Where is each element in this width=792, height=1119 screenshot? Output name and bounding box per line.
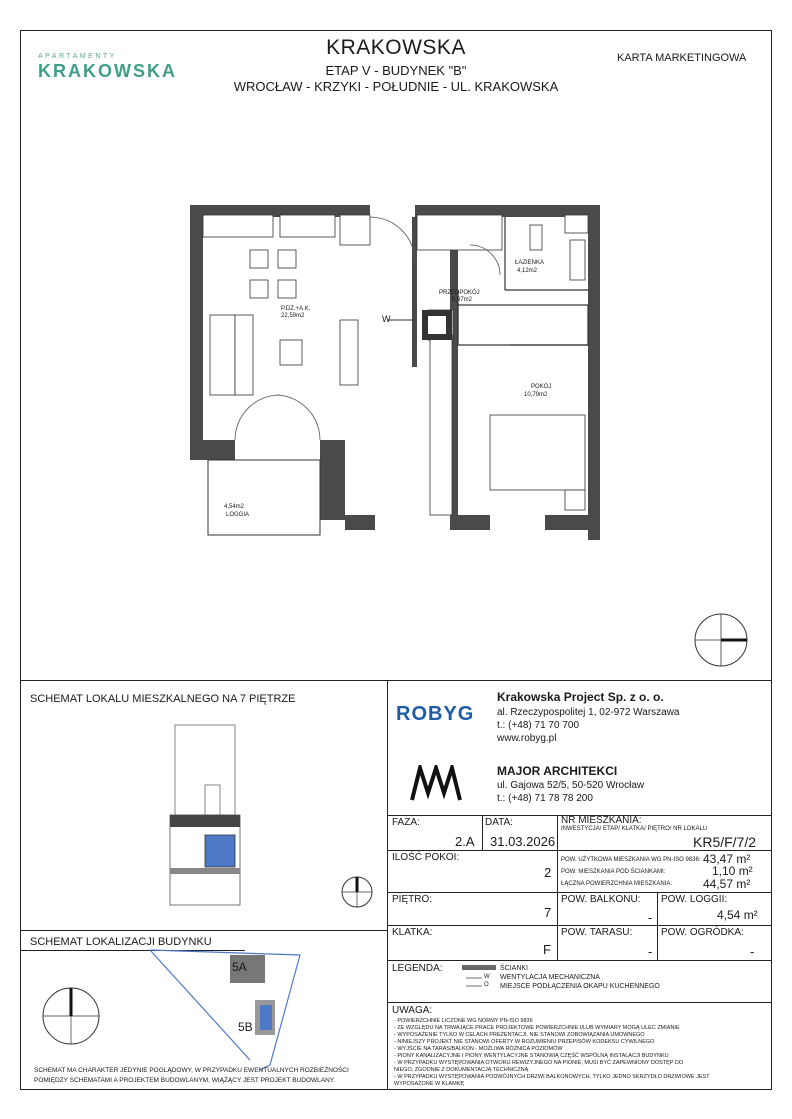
data-label: DATA: <box>485 817 513 828</box>
room-bath-area: 4,12m2 <box>517 268 538 274</box>
note-line: - PIONY KANALIZACYJNE I PIONY WENTYLACYJNE STANOWIĄ CZĘŚĆ WSPÓLNĄ INSTALACJI BUDYNKU <box>394 1053 669 1059</box>
architect-logo-icon <box>410 765 465 803</box>
architect-name: MAJOR ARCHITEKCI <box>497 764 618 778</box>
staircase-value: F <box>543 942 551 957</box>
rooms-label: ILOŚĆ POKOI: <box>392 852 460 863</box>
room-living-name: P.DZ.+A.K. <box>281 306 311 312</box>
divider <box>387 1002 772 1003</box>
loggia-label: POW. LOGGII: <box>661 894 728 905</box>
total-area-value: 44,57 m² <box>703 877 751 891</box>
legend-sym-o: O <box>484 982 489 988</box>
architect-address: ul. Gajowa 52/5, 50-520 Wrocław <box>497 780 645 791</box>
legend-title: LEGENDA: <box>392 963 443 974</box>
location-schema-title: SCHEMAT LOKALIZACJI BUDYNKU <box>30 936 212 948</box>
room-loggia-area: 4,54m2 <box>224 504 245 510</box>
faza-value: 2.A <box>455 834 475 849</box>
divider <box>482 815 483 850</box>
room-bedroom-name: POKÓJ <box>531 384 552 390</box>
nr-label: NR MIESZKANIA: <box>561 815 642 826</box>
balcony-label: POW. BALKONU: <box>561 894 641 905</box>
faza-label: FAZA: <box>392 817 420 828</box>
note-line: - POWIERZCHNIE LICZONE WG NORMY PN-ISO 9836 <box>394 1018 533 1024</box>
under-slope-value: 1,10 m² <box>712 864 753 878</box>
location-subtitle: WROCŁAW - KRZYKI - POŁUDNIE - UL. KRAKOWSKA <box>233 79 559 94</box>
note-line: - NINIEJSZY PROJEKT NIE STANOWI OFERTY W ROZUMIENIU PRZEPISÓW KODEKSU CYWILNEGO <box>394 1039 655 1045</box>
notes-title: UWAGA: <box>392 1005 433 1016</box>
rooms-value: 2 <box>544 865 552 880</box>
usable-area-value: 43,47 m² <box>703 852 751 866</box>
total-area-label: ŁĄCZNA POWIERZCHNIA MIESZKANIA: <box>561 881 673 887</box>
room-living-area: 22,59m2 <box>281 313 305 319</box>
note-line: WYPOSAŻONE W KLAMKĘ <box>394 1081 464 1087</box>
legend-item: MIEJSCE PODŁĄCZENIA OKAPU KUCHENNEGO <box>500 983 660 990</box>
logo: KRAKOWSKA <box>38 61 177 81</box>
balcony-value: - <box>648 910 653 925</box>
garden-label: POW. OGRÓDKA: <box>661 927 744 938</box>
building-5a-label: 5A <box>232 960 247 974</box>
floor-schema-title: SCHEMAT LOKALU MIESZKALNEGO NA 7 PIĘTRZE <box>30 693 296 705</box>
floor-value: 7 <box>544 905 552 920</box>
data-value: 31.03.2026 <box>490 834 556 849</box>
terrace-value: - <box>648 944 653 959</box>
under-slope-label: POW. MIESZKANIA POD ŚCIANKAMI: <box>561 869 666 875</box>
legend-item: ŚCIANKI <box>500 965 529 972</box>
floor-label: PIĘTRO: <box>392 894 433 905</box>
room-hall-area: 5,97m2 <box>452 297 473 303</box>
note-line: NIEGO, ZGODNIE Z DOKUMENTACJĄ TECHNICZNĄ <box>394 1067 529 1073</box>
floor-schema <box>165 720 245 910</box>
terrace-label: POW. TARASU: <box>561 927 633 938</box>
room-hall-name: PRZEDPOKÓJ <box>439 290 480 296</box>
note-line: - WYPOSAŻENIE TYLKO W CELACH PREZENTACJI, NIE STANOWI ZOBOWIĄZANIA UMOWNEGO <box>394 1032 645 1038</box>
compass-location-icon <box>40 985 102 1047</box>
garden-value: - <box>750 944 755 959</box>
legend-item: WENTYLACJA MECHANICZNA <box>500 974 600 981</box>
note-line: - W PRZYPADKU WYSTĘPOWANIA OTWORU REWIZYJNEGO NA PIONIE, MUSI BYĆ ZAPEWNIONY DOSTĘP DO <box>394 1060 684 1066</box>
loggia-value: 4,54 m² <box>717 908 758 922</box>
stage-subtitle: ETAP V - BUDYNEK "B" <box>325 63 467 78</box>
divider <box>557 815 558 960</box>
room-loggia-name: LOGGIA <box>226 512 250 518</box>
divider <box>657 892 658 960</box>
developer-logo: ROBYG <box>396 703 475 725</box>
note-line: - W PRZYPADKU WYSTĘPOWANIA PODWÓJNYCH DRZWI BALKONOWYCH, TYLKO JEDNO SKRZYDŁO DRZWIOWE JEST <box>394 1074 710 1080</box>
legend-sym-w: W <box>484 974 490 980</box>
note-line: - WYJŚCIE NA TARAS/BALKON - MOŻLIWA RÓŻNICA POZIOMÓW <box>394 1046 563 1052</box>
usable-area-label: POW. UŻYTKOWA MIESZKANIA WG PN-ISO 9836: <box>561 857 701 863</box>
divider <box>387 892 772 893</box>
room-bath-name: ŁAZIENKA <box>515 260 545 266</box>
divider <box>20 680 772 681</box>
developer-web[interactable]: www.robyg.pl <box>497 733 557 744</box>
divider <box>387 850 772 851</box>
building-5b-label: 5B <box>238 1020 253 1034</box>
page-title: KRAKOWSKA <box>326 36 466 59</box>
divider <box>20 930 387 931</box>
note-line: - ZE WZGLĘDU NA TRWAJĄCE PRACE PROJEKTOWE POWIERZCHNIE I/LUB WYMIARY MOGĄ ULEC ZMIANIE <box>394 1025 680 1031</box>
ventilation-marker: W <box>382 314 391 324</box>
nr-value: KR5/F/7/2 <box>693 834 757 850</box>
disclaimer-line-1: SCHEMAT MA CHARAKTER JEDYNIE POGLĄDOWY, W PRZYPADKU EWENTUALNYCH ROZBIEŻNOŚCI <box>34 1067 349 1074</box>
logo-top-text: APARTAMENTY <box>38 53 117 60</box>
developer-address: al. Rzeczypospolitej 1, 02-972 Warszawa <box>497 707 680 718</box>
location-schema <box>150 945 310 1075</box>
architect-phone: t.: (+48) 71 78 78 200 <box>497 793 593 804</box>
staircase-label: KLATKA: <box>392 927 433 938</box>
compass-icon <box>693 612 749 668</box>
compass-small-icon <box>340 875 374 909</box>
divider <box>387 680 388 1090</box>
nr-sub-label: INWESTYCJA/ ETAP/ KLATKA/ PIĘTRO/ NR LOKALU <box>561 826 708 832</box>
divider <box>387 925 772 926</box>
developer-phone: t.: (+48) 71 70 700 <box>497 720 580 731</box>
developer-name: Krakowska Project Sp. z o. o. <box>497 690 664 704</box>
legend-symbols <box>462 964 498 994</box>
room-bedroom-area: 10,79m2 <box>524 392 548 398</box>
divider <box>387 960 772 961</box>
card-type: KARTA MARKETINGOWA <box>617 52 747 64</box>
floor-plan <box>180 195 610 545</box>
disclaimer-line-2: POMIĘDZY SCHEMATAMI A PROJEKTEM BUDOWLANYM, WIĄŻĄCY JEST PROJEKT BUDOWLANY. <box>34 1077 336 1084</box>
